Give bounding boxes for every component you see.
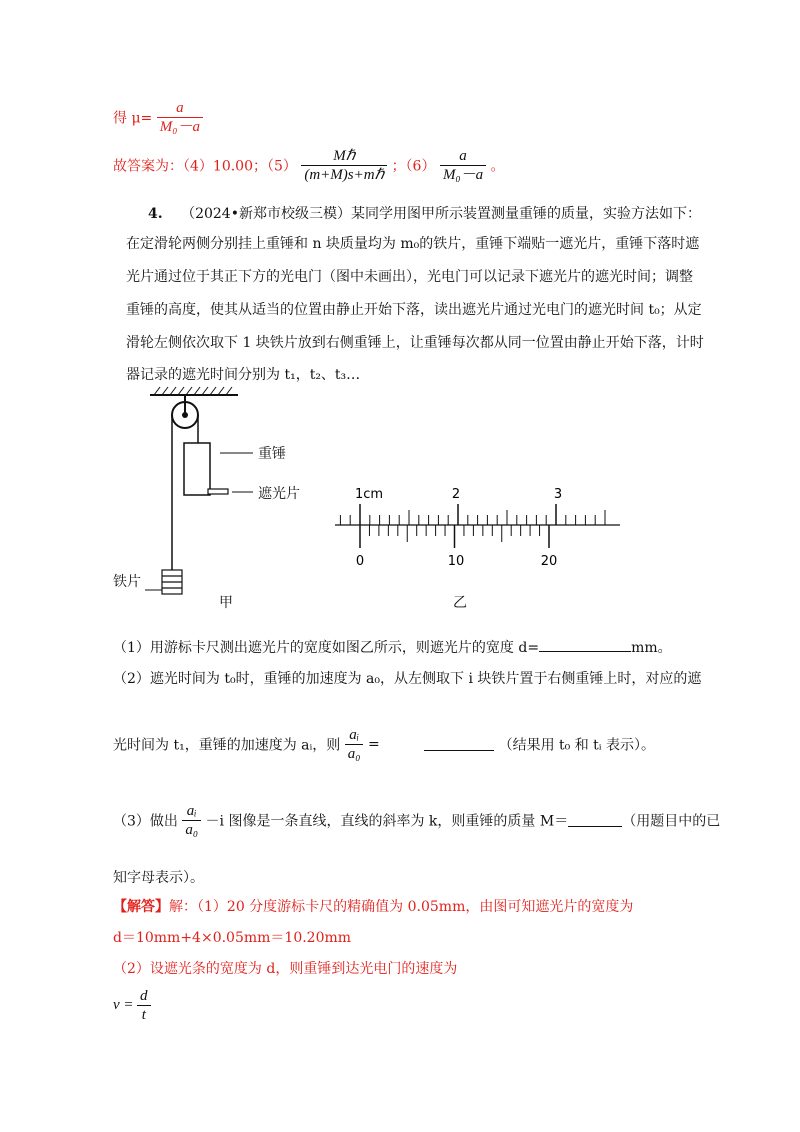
v-prefix: v = bbox=[113, 997, 134, 1013]
question-2-line2 bbox=[113, 727, 655, 762]
velocity-formula bbox=[113, 988, 151, 1023]
q2-answer-blank[interactable] bbox=[424, 738, 494, 751]
mu-result-line bbox=[113, 100, 203, 135]
solution-tag: 【解答】 bbox=[113, 899, 169, 915]
q1-unit: mm。 bbox=[631, 640, 672, 656]
q2-line1: （2）遮光时间为 t₀时，重锤的加速度为 a₀，从左侧取下 i 块铁片置于右侧重锤上时，对应的遮 bbox=[113, 671, 702, 687]
label-shutter: 遮光片 bbox=[258, 486, 300, 502]
problem-line2: 在定滑轮两侧分别挂上重锤和 n 块质量均为 m₀的铁片，重锤下端贴一遮光片，重锤下落时遮 bbox=[126, 236, 700, 252]
q3-line2: 知字母表示）。 bbox=[113, 870, 204, 886]
answer-summary-line bbox=[113, 148, 505, 183]
answer5-fraction bbox=[301, 148, 387, 183]
shutter-plate bbox=[208, 489, 228, 494]
figure-apparatus bbox=[110, 385, 340, 610]
solution-line2: d＝10mm+4×0.05mm＝10.20mm bbox=[113, 930, 352, 946]
problem-number: 4. bbox=[148, 206, 163, 222]
vernier-scale bbox=[360, 525, 549, 548]
ceiling-hatch bbox=[154, 387, 232, 395]
q2-line2-text: 光时间为 t₁，重锤的加速度为 aᵢ，则 bbox=[113, 737, 341, 754]
problem-line3: 光片通过位于其正下方的光电门（图中未画出），光电门可以记录下遮光片的遮光时间；调整 bbox=[126, 269, 693, 285]
v-denominator: t bbox=[137, 1005, 151, 1023]
answer6-numerator: a bbox=[459, 148, 467, 164]
pulley-axle bbox=[182, 412, 188, 418]
v-fraction bbox=[137, 988, 151, 1023]
q3-frac-den: a₀ bbox=[182, 820, 201, 838]
solution-text1: 解：（1）20 分度游标卡尺的精确值为 0.05mm，由图可知遮光片的宽度为 bbox=[169, 899, 634, 915]
q3-text-c: （用题目中的已 bbox=[622, 813, 721, 830]
answer-mid: ；（6） bbox=[391, 158, 436, 175]
caption-figure-a: 甲 bbox=[219, 595, 233, 611]
q3-answer-blank[interactable] bbox=[568, 814, 622, 827]
problem-line1: 某同学用图甲所示装置测量重锤的质量，实验方法如下： bbox=[350, 206, 701, 222]
answer-lead: 故答案为：（4）10.00；（5） bbox=[113, 158, 297, 175]
vernier-label-10: 10 bbox=[447, 554, 465, 569]
q2-frac-num: aᵢ bbox=[349, 727, 360, 743]
mu-denominator: M₀－a bbox=[157, 117, 203, 135]
q2-frac-den: a₀ bbox=[345, 744, 364, 762]
question-1 bbox=[113, 637, 672, 657]
main-scale bbox=[335, 504, 620, 525]
problem-header-line bbox=[148, 203, 701, 223]
q1-answer-blank[interactable] bbox=[539, 639, 631, 652]
q3-text-b: －i 图像是一条直线，直线的斜率为 k，则重锤的质量 M＝ bbox=[205, 813, 569, 830]
answer-end: 。 bbox=[490, 158, 505, 175]
caption-figure-b: 乙 bbox=[453, 595, 467, 611]
problem-line5: 滑轮左侧依次取下 1 块铁片放到右侧重锤上，让重锤每次都从同一位置由静止开始下落，计时 bbox=[126, 335, 704, 351]
mu-numerator: a bbox=[176, 100, 184, 116]
mu-fraction bbox=[157, 100, 203, 135]
answer6-fraction bbox=[440, 148, 486, 183]
solution-line1 bbox=[113, 896, 633, 916]
figure-vernier bbox=[330, 480, 630, 580]
label-iron: 铁片 bbox=[113, 574, 141, 590]
main-label-3: 3 bbox=[553, 487, 563, 502]
vernier-label-20: 20 bbox=[540, 554, 558, 569]
main-label-1cm: 1cm bbox=[355, 487, 384, 502]
solution-line3: （2）设遮光条的宽度为 d，则重锤到达光电门的速度为 bbox=[113, 961, 458, 977]
q2-fraction bbox=[345, 727, 364, 762]
question-3-line1 bbox=[113, 803, 720, 838]
q1-text: （1）用游标卡尺测出遮光片的宽度如图乙所示，则遮光片的宽度 d= bbox=[113, 640, 540, 656]
problem-source: （2024•新郑市校级三模） bbox=[181, 206, 351, 222]
q2-eq: = bbox=[367, 736, 380, 753]
q2-tail: （结果用 t₀ 和 tᵢ 表示）。 bbox=[498, 737, 656, 754]
answer6-denominator: M₀－a bbox=[440, 165, 486, 183]
q3-text-a: （3）做出 bbox=[113, 813, 178, 830]
q3-fraction bbox=[182, 803, 201, 838]
problem-line6: 器记录的遮光时间分别为 t₁，t₂、t₃… bbox=[126, 367, 361, 383]
answer5-denominator: (m+M)s+mℏ bbox=[301, 165, 387, 183]
main-label-2: 2 bbox=[451, 487, 461, 502]
mu-prefix: 得 μ= bbox=[113, 110, 153, 127]
vernier-label-0: 0 bbox=[355, 554, 365, 569]
iron-plates bbox=[162, 570, 182, 594]
label-heavy-weight: 重锤 bbox=[258, 446, 286, 462]
problem-line4: 重锤的高度，使其从适当的位置由静止开始下落，读出遮光片通过光电门的遮光时间 t₀；从定 bbox=[126, 302, 702, 318]
v-numerator: d bbox=[140, 988, 148, 1004]
answer5-numerator: Mℏ bbox=[333, 148, 356, 164]
heavy-weight bbox=[184, 443, 210, 495]
q3-frac-num: aᵢ bbox=[186, 803, 197, 819]
